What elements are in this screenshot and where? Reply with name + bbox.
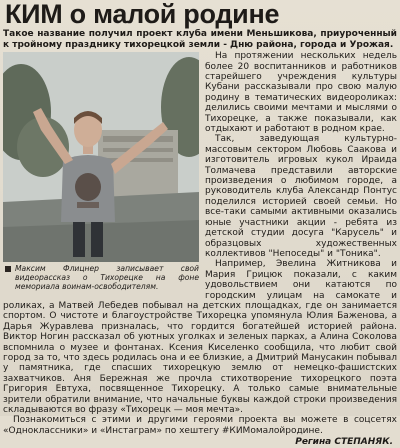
photo-caption-text: Максим Флицнер записывает свой видеорассказ о Тихорецке на фоне мемориала воинам-освободителям. [15,264,199,292]
article-author: Регина СТЕПАНЯК. [295,437,393,448]
article-paragraph: Познакомиться с этими и другими героями проекта вы можете в соцсетях «Одноклассники» и «Инстаграм» по хештегу #КИМомалойродине. [3,415,397,436]
photo-block [3,52,199,291]
article-body [3,51,397,447]
photo-illustration [3,52,199,262]
photo-caption [3,262,199,291]
article-paragraph: На протяжении нескольких недель более 20 воспитанников и работников старейшего учреждения культуры Кубани рассказывали про свою малую родину в тематических видеороликах: делились своими мечтами и мыслями о Тихорецке, а также показывали, как отдыхают и работают в родном крае. [205,51,397,135]
article-paragraph: Так, заведующая культурно-массовым сектором Любовь Саакова и изготовитель игровых кукол Ираида Толмачева представили авторские произведения о любимом городе, а руководитель клуба Александр Понтус поделился историей своей семьи. Но все-таки самыми активными оказались юные участники акции - ребята из детской студии досуга "Карусель" и образцовых художественных коллективов "Непоседы" и "Тоника". [205,134,397,259]
caption-bullet-icon [5,266,11,272]
article-photo [3,52,199,262]
article-headline: КИМ о малой родине [5,0,280,29]
article-paragraph: Например, Эвелина Житникова и Мария Грицюк показали, с каким удовольствием они катаются по городским улицам на самокате и роликах, а Матвей Лебедев побывал на детских площадках, где он занимается спортом. О чистоте и благоустройстве Тихорецка упомянула Юлия Баженова, а Дарья Журавлева призналась, что гордится богатейшей историей района. Виктор Ногин рассказал об уютных уголках и зеленых парках, а Алина Соколова вспомнила о музее и фонтанах. Ксения Киселенко сообщила, что любит свой город за то, что здесь родилась она и ее близкие, а Дмитрий Манусакин побывал у памятника, где спасших тихорецкую землю от немецко-фашистских захватчиков. Аня Бережная же прочла стихотворение тихорецкого поэта Григория Евтуха, посвященное Тихорецку. А только самые внимательные зрители обратили внимание, что начальные буквы каждой строки произведения складываются во фразу «Тихорецк — моя мечта». [3,259,397,415]
article-lead: Такое название получил проект клуба имени Меньшикова, приуроченный к тройному празднику тихорецкой земли - Дню района, города и Урожая. [3,29,397,50]
